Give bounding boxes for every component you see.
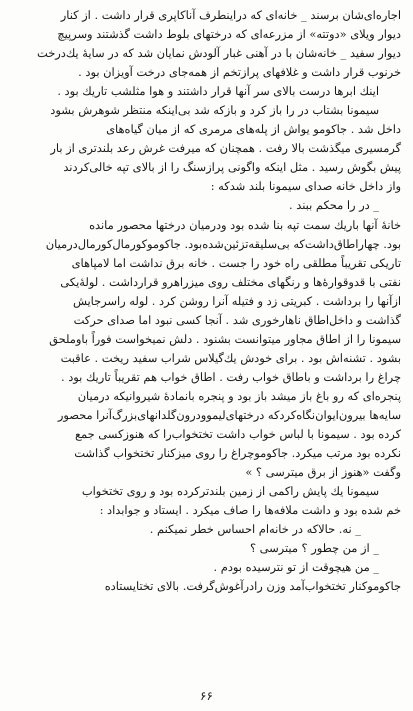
text-line: اینك ابرها درست بالای سر آنها قرار داشتند و هوا مثلشب تاریك بود . <box>57 84 379 99</box>
text-line: خم شده بود و داشت ملافه‌ها را صاف میکرد . ایستاد و جوابداد : <box>99 503 401 518</box>
dialogue-line <box>8 539 401 558</box>
text-line: نکرده بود مرتب میکرد. جاکوموچراغ را روی میزکنار تختخواب گذاشت <box>74 446 401 461</box>
text-line: پیش بگوش رسید . مثل اینکه واگونی پرازسنگ را از بالای تپه خالی‌کردند <box>63 160 401 175</box>
text-line: _ از من چطور ؟ میترسی ؟ <box>249 541 379 556</box>
text-line: _ من هیچوقت از تو نترسیده بودم . <box>213 560 379 575</box>
text-line: پنجره‌ای که رو باغ باز میشد باز بود و پنجره بانمادهٔ شیروانیکه درمیان <box>77 388 401 403</box>
text-line: بشود . تشنه‌اش بود . برای خودش یك‌گیلاس شراب سفید ریخت . عاقبت <box>60 350 401 365</box>
text-line: چراغ را برداشت و باطاق خواب رفت . اطاق خواب هم تقریباً تاریك بود . <box>60 369 401 384</box>
text-line: خرنوب قرار داشت و غلافهای پرازتخم از همه‌جای درخت آویزان بود . <box>78 65 401 80</box>
text-line: سیمونا را از اطاق مجاور میتوانست بشنود . دلش نمیخواست فوراً باوملحق <box>49 331 401 346</box>
text-line: وگفت «هنوز از برق میترسی ؟ » <box>245 465 401 480</box>
text-line: تاریکی تقریباً مطلقی راه خود را جست . خانه برق نداشت اما لامپاهای <box>71 255 401 270</box>
text-line: دیوار سفید _ خانه‌شان با در آهنی غبار آلودش نمایان شد که در سایهٔ یك‌درخت <box>37 46 401 61</box>
paragraph <box>8 101 401 196</box>
text-line: _ در را محکم ببند . <box>288 198 379 213</box>
text-line: دیوار ویلای «دوتته» از مزرعه‌ای که درختهای بلوط داشت گذشتند وسرپیچ <box>57 27 401 42</box>
text-line: خانهٔ آنها باریك سمت تپه بنا شده بود ودرمیان درختها محصور مانده <box>89 217 401 232</box>
text-line: نفتی با قدوقوارهٔ‌ها و رنگهای مختلف روی میزراهرو قرارداشت . لولهٔ‌یکی <box>60 274 401 289</box>
text-line: کرده بود . سیمونا با لباس خواب داشت تختخواب‌را که هنوزکسی جمع <box>75 427 401 442</box>
text-line: بود. چهاراطاق‌داشت‌که بی‌سلیقه‌تزئین‌شده‌بود. جاکوموکورمال‌کورمال‌درمیان <box>45 236 401 251</box>
dialogue-line <box>8 558 401 577</box>
paragraph <box>8 482 401 520</box>
paragraph <box>8 216 401 483</box>
text-line: _ نه. حالاکه در خانه‌ام احساس خطر نمیکنم . <box>149 522 361 537</box>
text-line: اجاره‌ای‌شان برسند _ خانه‌ای که دراینطرف آناکاپری قرار داشت . از کنار <box>60 8 401 22</box>
paragraph <box>8 6 401 101</box>
dialogue-line <box>8 196 401 215</box>
text-line: گذاشت و داخل‌اطاق ناهارخوری شد . آنجا کسی نبود اما صدای حرکت <box>73 312 401 327</box>
text-line: سیمونا بشتاب در را باز کرد و بازکه شد بی‌اینکه منتظر شوهرش بشود <box>50 103 379 118</box>
text-line: واز داخل خانه صدای سیمونا بلند شدکه : <box>210 179 401 194</box>
page-number: ۶۶ <box>200 689 213 703</box>
text-line: سایه‌ها بیرون‌ایوان‌نگاه‌کردکه درختهای‌لیموودرون‌گلدانهای‌بزرگ‌آنرا محصور <box>57 407 401 422</box>
text-line: جاکوموکنار تختخواب‌آمد وزن رادرآغوش‌گرفت. بالای تختایستاده <box>104 579 401 594</box>
dialogue-line <box>8 520 401 539</box>
text-line: سیمونا یك پایش راکمی از زمین بلندترکرده بود و روی تختخواب <box>81 484 379 499</box>
text-line: داخل شد . جاکومو یواش از پله‌های مرمری که از میان گیاه‌های <box>106 122 401 137</box>
paragraph <box>8 577 401 596</box>
text-line: ازآنها را برداشت . کبریتی زد و فتیله آنرا روشن کرد . لوله را‌سرجایش <box>72 293 401 308</box>
text-line: گرمسیری میگذشت بالا رفت . همچنان که میرفت غرش رعد بلندتری از بار <box>50 141 401 156</box>
body-text <box>8 6 401 596</box>
